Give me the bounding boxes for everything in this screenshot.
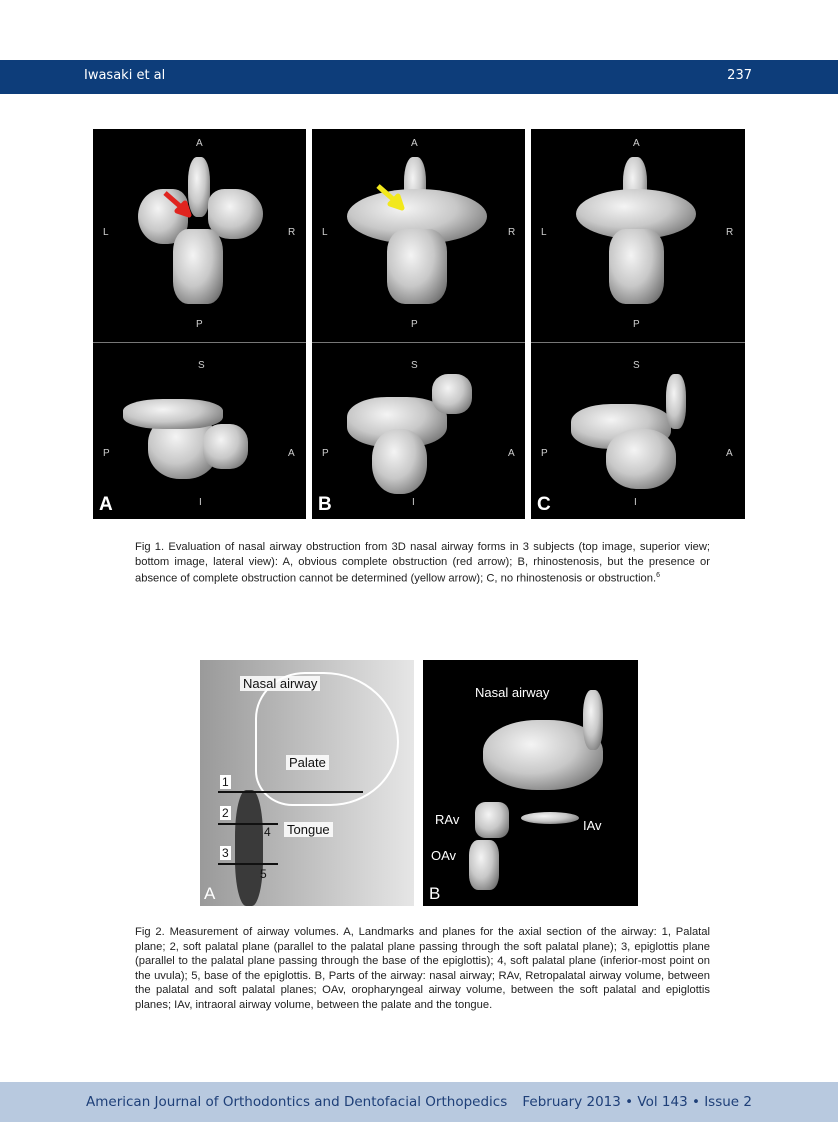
- airway-3d-lateral: [432, 374, 472, 414]
- view-divider: [93, 342, 306, 343]
- label-left: L: [322, 227, 328, 238]
- plane-3-line: [218, 863, 278, 865]
- nasal-outline: [255, 672, 399, 806]
- point-number: 4: [264, 825, 271, 839]
- figure-1-caption: [135, 540, 710, 587]
- label-superior: S: [411, 360, 418, 371]
- label-anterior: A: [196, 138, 203, 149]
- label-tongue: Tongue: [284, 822, 333, 837]
- label-inferior: I: [634, 497, 637, 508]
- running-header: [0, 60, 838, 94]
- iav-3d: [521, 812, 579, 824]
- label-left: L: [541, 227, 547, 238]
- fig2-panel-a: [200, 660, 414, 906]
- page-number: 237: [727, 68, 752, 83]
- plane-number: 3: [222, 846, 229, 860]
- plane-1-line: [218, 791, 363, 793]
- point-number: 5: [260, 867, 267, 881]
- nasal-airway-3d: [583, 690, 603, 750]
- label-posterior: P: [541, 448, 548, 459]
- panel-letter: B: [318, 494, 332, 515]
- label-right: R: [508, 227, 516, 238]
- label-posterior: P: [196, 319, 203, 330]
- airway-3d-lateral: [606, 429, 676, 489]
- figure-2-caption: [135, 925, 710, 1013]
- fig1-panel-a: [93, 129, 306, 519]
- view-divider: [312, 342, 525, 343]
- label-superior: S: [633, 360, 640, 371]
- airway-3d-lateral: [372, 429, 427, 494]
- plane-number: 1: [222, 775, 229, 789]
- label-anterior: A: [726, 448, 733, 459]
- issue-info: February 2013 • Vol 143 • Issue 2: [522, 1094, 752, 1110]
- label-inferior: I: [412, 497, 415, 508]
- airway-column: [235, 790, 263, 906]
- fig2-panel-b: [423, 660, 638, 906]
- journal-name: American Journal of Orthodontics and Dentofacial Orthopedics: [86, 1094, 508, 1110]
- label-right: R: [726, 227, 734, 238]
- running-footer: [0, 1082, 838, 1122]
- label-right: R: [288, 227, 296, 238]
- view-divider: [531, 342, 745, 343]
- label-oav: OAv: [431, 848, 457, 863]
- label-anterior: A: [288, 448, 295, 459]
- label-anterior: A: [633, 138, 640, 149]
- fig1-panel-c: [531, 129, 745, 519]
- label-posterior: P: [103, 448, 110, 459]
- label-rav: RAv: [435, 812, 460, 827]
- label-superior: S: [198, 360, 205, 371]
- panel-letter: B: [429, 884, 441, 903]
- caption-text: Measurement of airway volumes. A, Landmarks and planes for the axial section of the airway: 1, Palatal plane; 2, soft palatal plane (parallel to the palatal plane passing through the soft palatal plane); 3, epiglottis plane (parallel to the palatal plane passing through the base of the epiglottis); 4, soft palatal plane (inferior-most point on the uvula); 5, base of the epiglottis. B, Parts of the airway: nasal airway; RAv, Retropalatal airway volume, between the palatal and soft palatal planes; OAv, oropharyngeal airway volume, between the soft palatal and epiglottis planes; IAv, intraoral airway volume, between the palate and the tongue.: [135, 926, 710, 1011]
- label-palate: Palate: [286, 755, 329, 770]
- panel-letter: C: [537, 494, 551, 515]
- label-nasal-airway: Nasal airway: [475, 685, 550, 700]
- airway-3d-superior: [609, 229, 664, 304]
- red-arrow-icon: [163, 189, 193, 219]
- label-posterior: P: [411, 319, 418, 330]
- label-inferior: I: [199, 497, 202, 508]
- airway-3d-superior: [208, 189, 263, 239]
- label-nasal-airway: Nasal airway: [240, 676, 320, 691]
- caption-text: Evaluation of nasal airway obstruction from 3D nasal airway forms in 3 subjects (top image, superior view; bottom image, lateral view): A, obvious complete obstruction (red arrow); B, rhinostenosis, but the presence or absence of complete obstruction cannot be determined (yellow arrow); C, no rhinostenosis or obstruction.: [135, 541, 711, 585]
- label-posterior: P: [633, 319, 640, 330]
- airway-3d-superior: [387, 229, 447, 304]
- caption-label: Fig 2.: [135, 926, 165, 938]
- oav-3d: [469, 840, 499, 890]
- caption-label: Fig 1.: [135, 541, 165, 553]
- label-left: L: [103, 227, 109, 238]
- label-posterior: P: [322, 448, 329, 459]
- rav-3d: [475, 802, 509, 838]
- label-iav: IAv: [583, 818, 602, 833]
- header-authors: Iwasaki et al: [84, 68, 166, 83]
- panel-letter: A: [204, 884, 216, 903]
- label-anterior: A: [508, 448, 515, 459]
- label-anterior: A: [411, 138, 418, 149]
- caption-reference: 6: [656, 572, 661, 580]
- fig1-panel-b: [312, 129, 525, 519]
- plane-number: 2: [222, 806, 229, 820]
- airway-3d-superior: [173, 229, 223, 304]
- airway-3d-lateral: [123, 399, 223, 429]
- yellow-arrow-icon: [376, 182, 406, 212]
- panel-letter: A: [99, 494, 113, 515]
- airway-3d-lateral: [203, 424, 248, 469]
- airway-3d-lateral: [666, 374, 686, 429]
